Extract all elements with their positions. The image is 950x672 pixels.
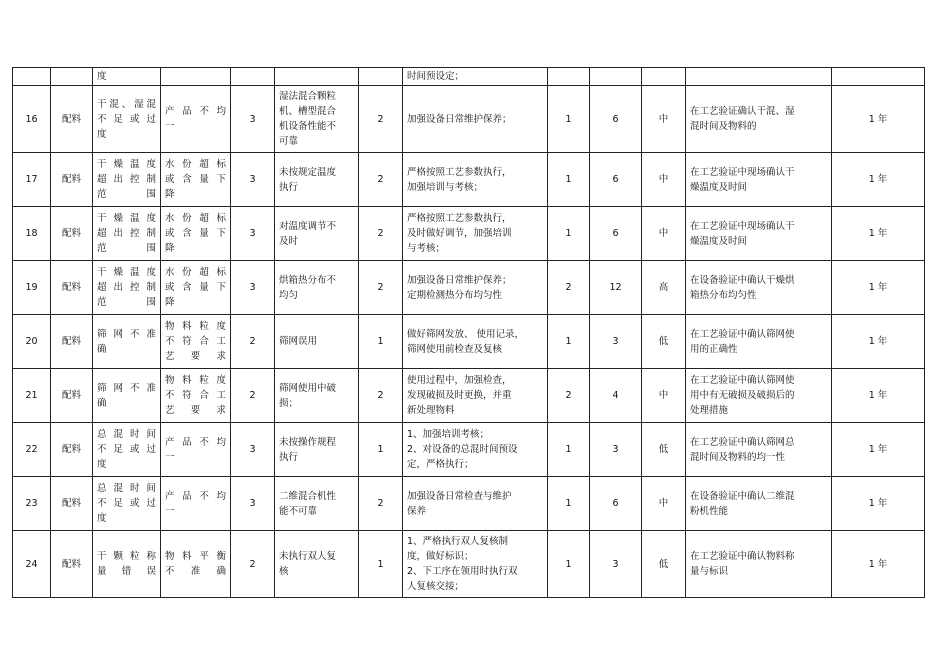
failure-mode-cell: 干燥温度 超出控制 范围 — [93, 153, 161, 207]
severity-cell: 3 — [231, 261, 275, 315]
review-period-cell: 1 年 — [832, 153, 925, 207]
occurrence-cell: 1 — [359, 423, 403, 477]
failure-cause-cell: 烘箱热分布不 均匀 — [275, 261, 359, 315]
item-number-cell: 18 — [13, 207, 51, 261]
risk-assessment-table — [12, 67, 925, 598]
rpn-cell: 3 — [590, 531, 642, 598]
risk-level-cell: 中 — [642, 207, 686, 261]
failure-effect-cell: 水份超标 或含量下 降 — [161, 261, 231, 315]
failure-mode-cell: 干颗粒称 量错误 — [93, 531, 161, 598]
verification-cell: 在设备验证中确认干燥烘 箱热分布均匀性 — [686, 261, 832, 315]
control-measure-cell: 加强设备日常维护保养； — [403, 86, 548, 153]
occurrence-cell: 2 — [359, 369, 403, 423]
risk-level-cell: 中 — [642, 477, 686, 531]
table-row — [13, 153, 925, 207]
detection-cell: 2 — [548, 369, 590, 423]
occurrence-cell: 2 — [359, 86, 403, 153]
control-measure-cell: 严格按照工艺参数执行， 及时做好调节，加强培训 与考核； — [403, 207, 548, 261]
review-period-cell: 1 年 — [832, 531, 925, 598]
rpn-cell: 4 — [590, 369, 642, 423]
stage-cell: 配料 — [51, 86, 93, 153]
verification-cell: 在工艺验证中确认筛网使 用的正确性 — [686, 315, 832, 369]
item-number-cell: 19 — [13, 261, 51, 315]
failure-mode-cell: 筛网不准 确 — [93, 315, 161, 369]
failure-cause-cell: 筛网误用 — [275, 315, 359, 369]
risk-level-cell: 低 — [642, 423, 686, 477]
item-number-cell: 24 — [13, 531, 51, 598]
failure-mode-cell: 干燥温度 超出控制 范围 — [93, 261, 161, 315]
detection-cell: 1 — [548, 423, 590, 477]
failure-effect-cell: 产品不均 一 — [161, 477, 231, 531]
failure-mode-cell: 干燥温度 超出控制 范围 — [93, 207, 161, 261]
failure-cause-cell: 未按操作规程 执行 — [275, 423, 359, 477]
verification-cell: 在工艺验证中确认筛网使 用中有无破损及破损后的 处理措施 — [686, 369, 832, 423]
table-row — [13, 261, 925, 315]
item-number-cell: 16 — [13, 86, 51, 153]
verification-cell: 在工艺验证确认干混、湿 混时间及物料的 — [686, 86, 832, 153]
severity-cell: 3 — [231, 153, 275, 207]
detection-cell: 1 — [548, 86, 590, 153]
stage-cell: 配料 — [51, 531, 93, 598]
failure-effect-cell: 水份超标 或含量下 降 — [161, 153, 231, 207]
rpn-cell: 12 — [590, 261, 642, 315]
failure-effect-cell: 产品不均 一 — [161, 86, 231, 153]
rpn-cell: 6 — [590, 477, 642, 531]
failure-mode-cell: 干混、湿混 不足或过 度 — [93, 86, 161, 153]
control-measure-cell: 做好筛网发放、 使用记录， 筛网使用前检查及复核 — [403, 315, 548, 369]
failure-cause-cell: 湿法混合颗粒 机、槽型混合 机设备性能不 可靠 — [275, 86, 359, 153]
rpn-cell: 6 — [590, 86, 642, 153]
risk-level-cell: 中 — [642, 369, 686, 423]
occurrence-cell: 2 — [359, 153, 403, 207]
detection-cell: 1 — [548, 207, 590, 261]
table-row — [13, 531, 925, 598]
occurrence-cell: 2 — [359, 261, 403, 315]
verification-cell: 在工艺验证中确认筛网总 混时间及物料的均一性 — [686, 423, 832, 477]
failure-effect-cell: 物料粒度 不符合工 艺要求 — [161, 369, 231, 423]
table-row — [13, 423, 925, 477]
failure-effect-cell: 物料平衡 不准确 — [161, 531, 231, 598]
failure-mode-cell: 总混时间 不足或过 度 — [93, 423, 161, 477]
severity-cell: 3 — [231, 86, 275, 153]
control-measure-cell: 时间预设定； — [403, 68, 548, 86]
stage-cell: 配料 — [51, 261, 93, 315]
stage-cell: 配料 — [51, 207, 93, 261]
control-measure-cell: 严格按照工艺参数执行， 加强培训与考核； — [403, 153, 548, 207]
failure-effect-cell: 产品不均 一 — [161, 423, 231, 477]
table-row — [13, 86, 925, 153]
occurrence-cell: 2 — [359, 207, 403, 261]
detection-cell: 1 — [548, 315, 590, 369]
occurrence-cell: 2 — [359, 477, 403, 531]
review-period-cell: 1 年 — [832, 369, 925, 423]
severity-cell: 3 — [231, 207, 275, 261]
failure-cause-cell: 未执行双人复 核 — [275, 531, 359, 598]
verification-cell: 在设备验证中确认二维混 粉机性能 — [686, 477, 832, 531]
stage-cell: 配料 — [51, 477, 93, 531]
rpn-cell: 3 — [590, 315, 642, 369]
control-measure-cell: 加强设备日常维护保养； 定期检测热分布均匀性 — [403, 261, 548, 315]
stage-cell: 配料 — [51, 369, 93, 423]
risk-level-cell: 中 — [642, 86, 686, 153]
rpn-cell: 3 — [590, 423, 642, 477]
rpn-cell: 6 — [590, 153, 642, 207]
item-number-cell: 22 — [13, 423, 51, 477]
review-period-cell: 1 年 — [832, 207, 925, 261]
item-number-cell: 23 — [13, 477, 51, 531]
detection-cell: 2 — [548, 261, 590, 315]
severity-cell: 2 — [231, 315, 275, 369]
failure-effect-cell: 物料粒度 不符合工 艺要求 — [161, 315, 231, 369]
stage-cell: 配料 — [51, 423, 93, 477]
control-measure-cell: 使用过程中，加强检查， 发现破损及时更换，并重 新处理物料 — [403, 369, 548, 423]
failure-cause-cell: 筛网使用中破 损； — [275, 369, 359, 423]
detection-cell: 1 — [548, 531, 590, 598]
verification-cell: 在工艺验证中确认物料称 量与标识 — [686, 531, 832, 598]
severity-cell: 3 — [231, 477, 275, 531]
review-period-cell: 1 年 — [832, 86, 925, 153]
severity-cell: 3 — [231, 423, 275, 477]
failure-cause-cell: 未按规定温度 执行 — [275, 153, 359, 207]
review-period-cell: 1 年 — [832, 261, 925, 315]
verification-cell: 在工艺验证中现场确认干 燥温度及时间 — [686, 153, 832, 207]
item-number-cell: 21 — [13, 369, 51, 423]
table-row — [13, 207, 925, 261]
rpn-cell: 6 — [590, 207, 642, 261]
failure-effect-cell: 水份超标 或含量下 降 — [161, 207, 231, 261]
review-period-cell: 1 年 — [832, 423, 925, 477]
item-number-cell: 17 — [13, 153, 51, 207]
table-row-continuation — [13, 68, 925, 86]
item-number-cell: 20 — [13, 315, 51, 369]
risk-level-cell: 低 — [642, 315, 686, 369]
detection-cell: 1 — [548, 477, 590, 531]
occurrence-cell: 1 — [359, 531, 403, 598]
control-measure-cell: 1、严格执行双人复核制 度，做好标识； 2、下工序在领用时执行双 人复核交接； — [403, 531, 548, 598]
control-measure-cell: 1、加强培训考核； 2、对设备的总混时间预设 定，严格执行； — [403, 423, 548, 477]
review-period-cell: 1 年 — [832, 315, 925, 369]
review-period-cell: 1 年 — [832, 477, 925, 531]
failure-mode-cell: 筛网不准 确 — [93, 369, 161, 423]
failure-cause-cell: 二维混合机性 能不可靠 — [275, 477, 359, 531]
stage-cell: 配料 — [51, 153, 93, 207]
table-row — [13, 477, 925, 531]
severity-cell: 2 — [231, 531, 275, 598]
table-row — [13, 315, 925, 369]
failure-cause-cell: 对温度调节不 及时 — [275, 207, 359, 261]
stage-cell: 配料 — [51, 315, 93, 369]
severity-cell: 2 — [231, 369, 275, 423]
table-row — [13, 369, 925, 423]
verification-cell: 在工艺验证中现场确认干 燥温度及时间 — [686, 207, 832, 261]
risk-level-cell: 低 — [642, 531, 686, 598]
risk-level-cell: 中 — [642, 153, 686, 207]
failure-mode-cell: 总混时间 不足或过 度 — [93, 477, 161, 531]
risk-level-cell: 高 — [642, 261, 686, 315]
detection-cell: 1 — [548, 153, 590, 207]
occurrence-cell: 1 — [359, 315, 403, 369]
failure-mode-cell: 度 — [93, 68, 161, 86]
control-measure-cell: 加强设备日常检查与维护 保养 — [403, 477, 548, 531]
